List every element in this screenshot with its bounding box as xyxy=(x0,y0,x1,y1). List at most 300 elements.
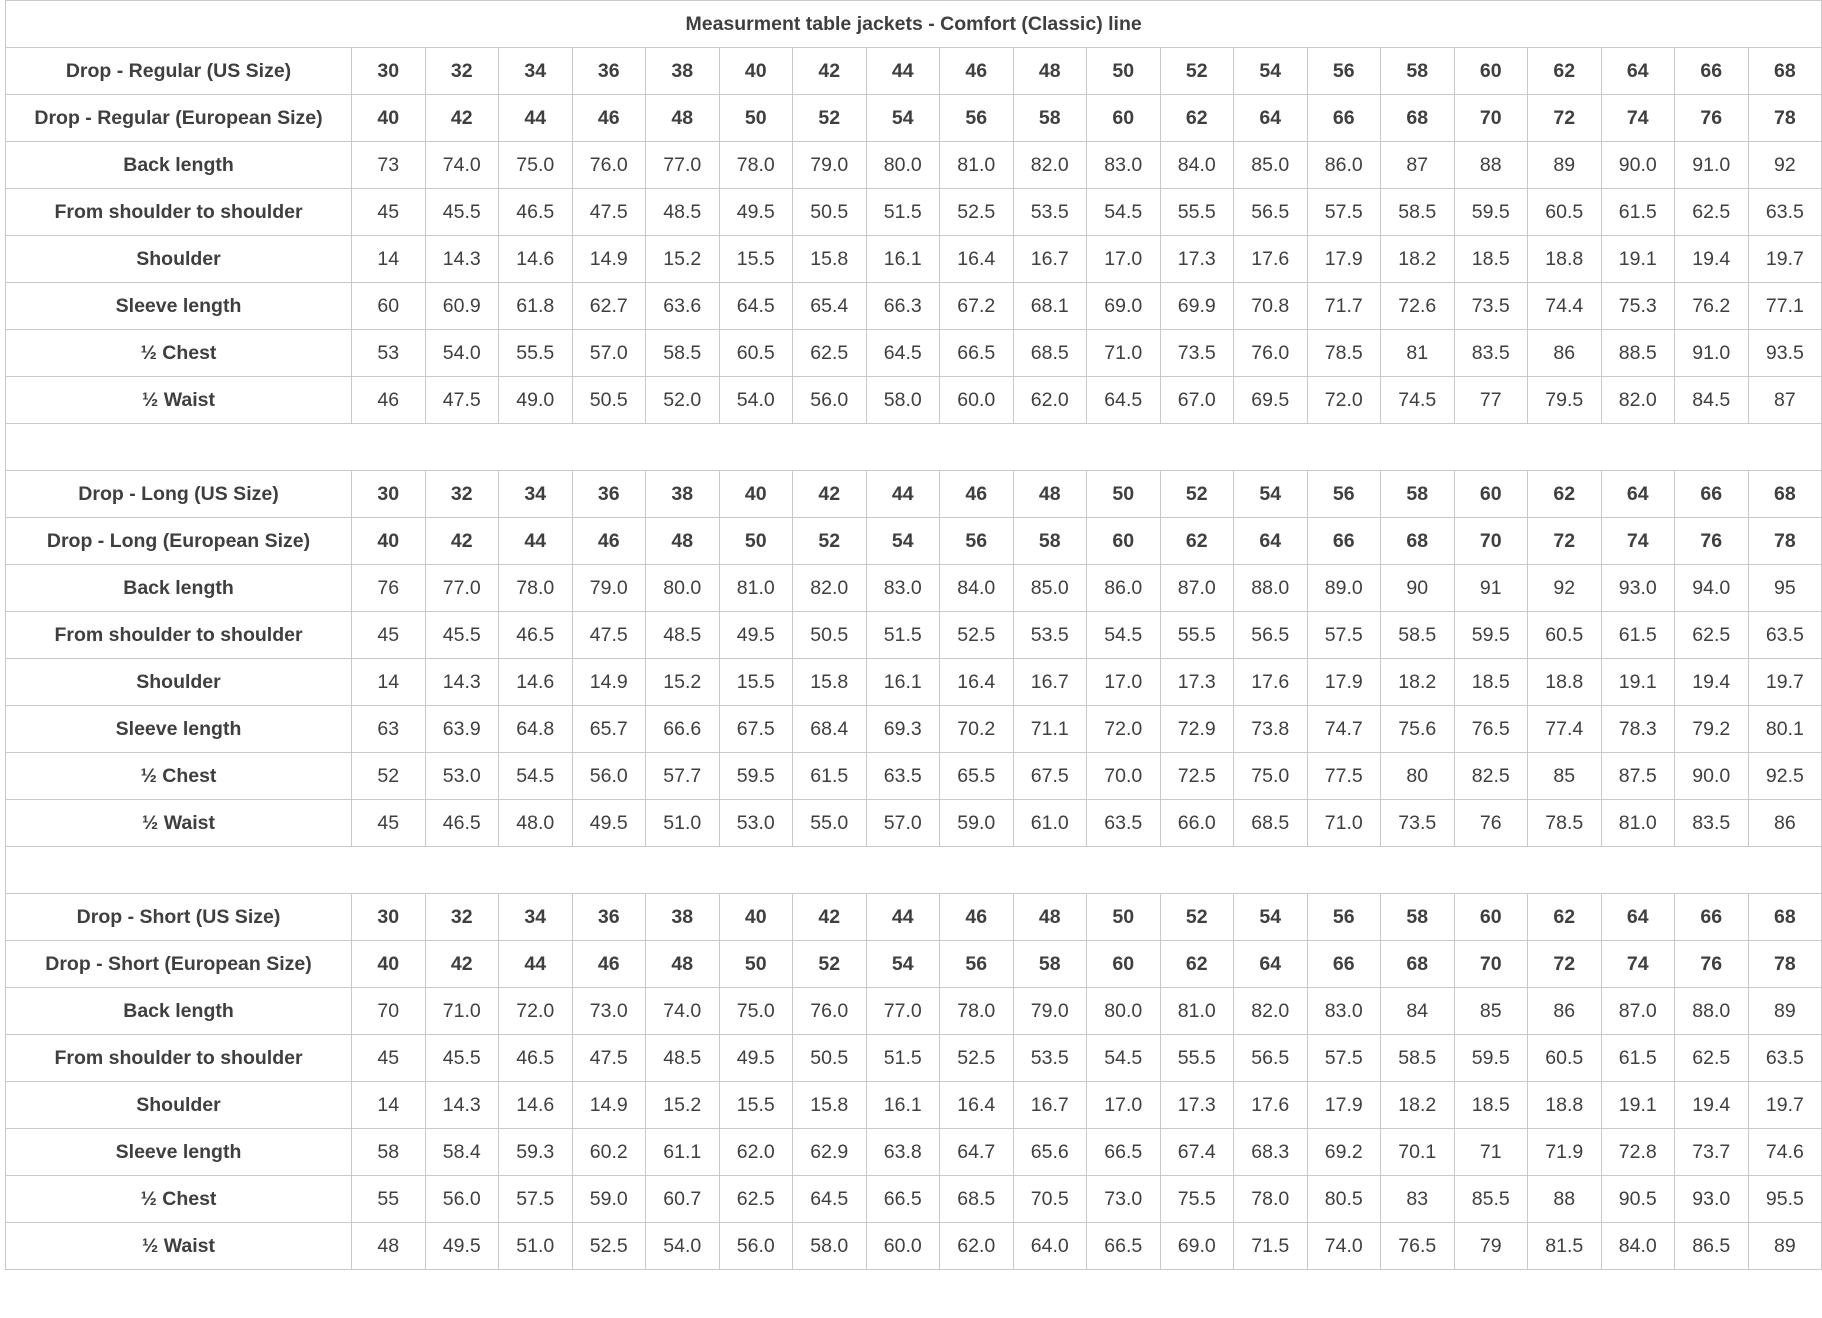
size-header-us: 58 xyxy=(1381,471,1455,518)
measurement-value: 82.0 xyxy=(793,565,867,612)
measurement-value: 17.6 xyxy=(1234,236,1308,283)
measurement-value: 59.0 xyxy=(940,800,1014,847)
measurement-value: 85 xyxy=(1528,753,1602,800)
measurement-value: 45.5 xyxy=(425,189,499,236)
measurement-value: 91.0 xyxy=(1675,142,1749,189)
size-header-eu: 78 xyxy=(1748,518,1822,565)
measurement-value: 81.0 xyxy=(1601,800,1675,847)
table-row xyxy=(6,1223,1822,1270)
measurement-value: 71.0 xyxy=(1087,330,1161,377)
measurement-value: 58.5 xyxy=(1381,612,1455,659)
measurement-value: 51.0 xyxy=(499,1223,573,1270)
measurement-value: 14.3 xyxy=(425,1082,499,1129)
measurement-value: 50.5 xyxy=(793,612,867,659)
measurement-value: 52.5 xyxy=(940,1035,1014,1082)
measurement-value: 58.5 xyxy=(1381,1035,1455,1082)
measurement-value: 70.0 xyxy=(1087,753,1161,800)
size-header-eu: 56 xyxy=(940,518,1014,565)
measurement-value: 51.5 xyxy=(866,1035,940,1082)
size-header-us: 56 xyxy=(1307,894,1381,941)
size-header-eu: 40 xyxy=(352,518,426,565)
measurement-value: 56.5 xyxy=(1234,189,1308,236)
measurement-value: 63.5 xyxy=(1748,189,1822,236)
size-header-eu: 44 xyxy=(499,95,573,142)
measurement-value: 71.1 xyxy=(1013,706,1087,753)
measurement-label: ½ Chest xyxy=(6,753,352,800)
measurement-value: 68.3 xyxy=(1234,1129,1308,1176)
measurement-value: 87 xyxy=(1748,377,1822,424)
measurement-value: 14.6 xyxy=(499,1082,573,1129)
table-row xyxy=(6,612,1822,659)
measurement-value: 87 xyxy=(1381,142,1455,189)
measurement-value: 56.0 xyxy=(793,377,867,424)
measurement-value: 77.1 xyxy=(1748,283,1822,330)
measurement-value: 92 xyxy=(1528,565,1602,612)
measurement-value: 74.0 xyxy=(1307,1223,1381,1270)
measurement-value: 14.9 xyxy=(572,236,646,283)
measurement-label: From shoulder to shoulder xyxy=(6,189,352,236)
measurement-value: 18.8 xyxy=(1528,659,1602,706)
size-header-eu: 42 xyxy=(425,95,499,142)
size-header-eu: 68 xyxy=(1381,518,1455,565)
measurement-value: 16.7 xyxy=(1013,236,1087,283)
measurement-value: 19.1 xyxy=(1601,659,1675,706)
measurement-value: 82.0 xyxy=(1013,142,1087,189)
measurement-value: 59.5 xyxy=(1454,189,1528,236)
size-header-us: 62 xyxy=(1528,894,1602,941)
measurement-value: 52 xyxy=(352,753,426,800)
measurement-value: 92 xyxy=(1748,142,1822,189)
table-row xyxy=(6,189,1822,236)
size-header-eu: 62 xyxy=(1160,518,1234,565)
measurement-value: 65.7 xyxy=(572,706,646,753)
measurement-label: Back length xyxy=(6,142,352,189)
measurement-value: 49.5 xyxy=(425,1223,499,1270)
measurement-value: 92.5 xyxy=(1748,753,1822,800)
table-row xyxy=(6,753,1822,800)
header-label-us: Drop - Long (US Size) xyxy=(6,471,352,518)
measurement-value: 60.0 xyxy=(940,377,1014,424)
measurement-value: 49.5 xyxy=(572,800,646,847)
measurement-value: 64.5 xyxy=(1087,377,1161,424)
measurement-value: 51.5 xyxy=(866,612,940,659)
size-header-eu: 68 xyxy=(1381,941,1455,988)
size-header-us: 62 xyxy=(1528,471,1602,518)
measurement-value: 71.7 xyxy=(1307,283,1381,330)
size-header-us: 64 xyxy=(1601,48,1675,95)
measurement-value: 62.5 xyxy=(1675,189,1749,236)
measurement-value: 60.2 xyxy=(572,1129,646,1176)
measurement-value: 90.0 xyxy=(1675,753,1749,800)
measurement-value: 15.5 xyxy=(719,1082,793,1129)
measurement-value: 15.2 xyxy=(646,659,720,706)
measurement-value: 85.0 xyxy=(1234,142,1308,189)
measurement-value: 78.5 xyxy=(1528,800,1602,847)
size-header-us: 46 xyxy=(940,48,1014,95)
table-row xyxy=(6,236,1822,283)
measurement-value: 89 xyxy=(1748,1223,1822,1270)
measurement-value: 58 xyxy=(352,1129,426,1176)
measurement-value: 15.5 xyxy=(719,659,793,706)
measurement-value: 51.0 xyxy=(646,800,720,847)
measurement-value: 77.0 xyxy=(866,988,940,1035)
measurement-value: 51.5 xyxy=(866,189,940,236)
measurement-value: 19.1 xyxy=(1601,236,1675,283)
size-header-eu: 64 xyxy=(1234,941,1308,988)
measurement-value: 60.5 xyxy=(1528,612,1602,659)
size-header-us: 42 xyxy=(793,894,867,941)
size-header-us: 56 xyxy=(1307,471,1381,518)
measurement-value: 79.2 xyxy=(1675,706,1749,753)
measurement-value: 68.5 xyxy=(1234,800,1308,847)
size-header-eu: 66 xyxy=(1307,95,1381,142)
measurement-value: 68.4 xyxy=(793,706,867,753)
measurement-value: 67.5 xyxy=(719,706,793,753)
measurement-value: 76 xyxy=(1454,800,1528,847)
measurement-value: 76 xyxy=(352,565,426,612)
measurement-value: 49.5 xyxy=(719,1035,793,1082)
size-header-us: 34 xyxy=(499,894,573,941)
measurement-value: 16.4 xyxy=(940,236,1014,283)
measurement-value: 86 xyxy=(1528,330,1602,377)
measurement-value: 56.0 xyxy=(719,1223,793,1270)
measurement-value: 66.0 xyxy=(1160,800,1234,847)
measurement-value: 61.5 xyxy=(1601,612,1675,659)
size-header-eu: 68 xyxy=(1381,95,1455,142)
size-header-eu: 72 xyxy=(1528,95,1602,142)
size-header-eu: 48 xyxy=(646,95,720,142)
measurement-value: 54.5 xyxy=(1087,189,1161,236)
measurement-value: 65.5 xyxy=(940,753,1014,800)
measurement-value: 48.0 xyxy=(499,800,573,847)
measurement-value: 70.8 xyxy=(1234,283,1308,330)
measurement-value: 60.5 xyxy=(1528,1035,1602,1082)
measurement-value: 95 xyxy=(1748,565,1822,612)
header-label-eu: Drop - Regular (European Size) xyxy=(6,95,352,142)
measurement-value: 57.5 xyxy=(1307,1035,1381,1082)
measurement-value: 82.5 xyxy=(1454,753,1528,800)
size-header-eu: 48 xyxy=(646,941,720,988)
measurement-value: 55.5 xyxy=(1160,612,1234,659)
size-header-eu: 72 xyxy=(1528,941,1602,988)
measurement-value: 80.0 xyxy=(646,565,720,612)
size-header-eu: 52 xyxy=(793,95,867,142)
size-header-eu: 74 xyxy=(1601,95,1675,142)
measurement-value: 63.5 xyxy=(1087,800,1161,847)
size-header-us: 68 xyxy=(1748,894,1822,941)
measurement-value: 52.0 xyxy=(646,377,720,424)
measurement-value: 78.0 xyxy=(940,988,1014,1035)
measurement-value: 56.5 xyxy=(1234,612,1308,659)
size-header-eu: 74 xyxy=(1601,941,1675,988)
size-header-eu: 76 xyxy=(1675,941,1749,988)
measurement-value: 18.2 xyxy=(1381,1082,1455,1129)
measurement-value: 58.5 xyxy=(646,330,720,377)
measurement-value: 90.0 xyxy=(1601,142,1675,189)
measurement-value: 71 xyxy=(1454,1129,1528,1176)
measurement-value: 68.5 xyxy=(940,1176,1014,1223)
measurement-value: 49.0 xyxy=(499,377,573,424)
measurement-label: Back length xyxy=(6,988,352,1035)
measurement-value: 71.5 xyxy=(1234,1223,1308,1270)
size-header-us: 58 xyxy=(1381,48,1455,95)
measurement-value: 72.9 xyxy=(1160,706,1234,753)
header-row-eu xyxy=(6,95,1822,142)
size-header-us: 66 xyxy=(1675,894,1749,941)
size-header-eu: 76 xyxy=(1675,95,1749,142)
measurement-value: 87.0 xyxy=(1160,565,1234,612)
measurement-value: 68.5 xyxy=(1013,330,1087,377)
size-header-eu: 62 xyxy=(1160,941,1234,988)
measurement-value: 17.0 xyxy=(1087,1082,1161,1129)
measurement-value: 72.5 xyxy=(1160,753,1234,800)
measurement-label: Shoulder xyxy=(6,659,352,706)
measurement-value: 67.0 xyxy=(1160,377,1234,424)
measurement-value: 14.6 xyxy=(499,236,573,283)
measurement-value: 60.9 xyxy=(425,283,499,330)
measurement-value: 55.5 xyxy=(1160,189,1234,236)
measurement-value: 88 xyxy=(1454,142,1528,189)
measurement-value: 18.8 xyxy=(1528,1082,1602,1129)
measurement-value: 52.5 xyxy=(572,1223,646,1270)
measurement-value: 86.5 xyxy=(1675,1223,1749,1270)
measurement-value: 66.6 xyxy=(646,706,720,753)
size-header-eu: 70 xyxy=(1454,518,1528,565)
table-row xyxy=(6,706,1822,753)
size-header-us: 54 xyxy=(1234,471,1308,518)
size-header-eu: 64 xyxy=(1234,518,1308,565)
measurement-value: 15.5 xyxy=(719,236,793,283)
measurement-value: 81.0 xyxy=(1160,988,1234,1035)
measurement-value: 61.1 xyxy=(646,1129,720,1176)
measurement-value: 46.5 xyxy=(425,800,499,847)
measurement-value: 17.9 xyxy=(1307,236,1381,283)
measurement-value: 67.5 xyxy=(1013,753,1087,800)
measurement-value: 63 xyxy=(352,706,426,753)
measurement-value: 45 xyxy=(352,800,426,847)
measurement-value: 45 xyxy=(352,189,426,236)
measurement-value: 84.5 xyxy=(1675,377,1749,424)
measurement-value: 74.7 xyxy=(1307,706,1381,753)
size-header-us: 56 xyxy=(1307,48,1381,95)
measurement-value: 79.0 xyxy=(572,565,646,612)
measurement-value: 15.2 xyxy=(646,236,720,283)
measurement-value: 77.0 xyxy=(646,142,720,189)
measurement-value: 45 xyxy=(352,1035,426,1082)
measurement-value: 46.5 xyxy=(499,189,573,236)
measurement-value: 90.5 xyxy=(1601,1176,1675,1223)
size-header-eu: 64 xyxy=(1234,95,1308,142)
header-row-eu xyxy=(6,941,1822,988)
measurement-value: 73.5 xyxy=(1160,330,1234,377)
measurement-value: 62.5 xyxy=(1675,1035,1749,1082)
size-header-eu: 44 xyxy=(499,941,573,988)
measurement-value: 54.0 xyxy=(646,1223,720,1270)
page-title: Measurment table jackets - Comfort (Classic) line xyxy=(6,1,1822,48)
measurement-value: 61.0 xyxy=(1013,800,1087,847)
measurement-value: 77 xyxy=(1454,377,1528,424)
measurement-value: 87.0 xyxy=(1601,988,1675,1035)
measurement-value: 14.9 xyxy=(572,1082,646,1129)
measurement-value: 59.0 xyxy=(572,1176,646,1223)
measurement-value: 16.1 xyxy=(866,236,940,283)
measurement-value: 19.1 xyxy=(1601,1082,1675,1129)
size-header-eu: 50 xyxy=(719,518,793,565)
measurement-value: 76.0 xyxy=(1234,330,1308,377)
size-header-eu: 74 xyxy=(1601,518,1675,565)
measurement-value: 61.8 xyxy=(499,283,573,330)
measurement-value: 76.0 xyxy=(572,142,646,189)
header-row-eu xyxy=(6,518,1822,565)
measurement-value: 79.5 xyxy=(1528,377,1602,424)
measurement-value: 56.0 xyxy=(425,1176,499,1223)
header-label-eu: Drop - Long (European Size) xyxy=(6,518,352,565)
measurement-value: 63.6 xyxy=(646,283,720,330)
measurement-value: 73.8 xyxy=(1234,706,1308,753)
measurement-value: 66.5 xyxy=(1087,1223,1161,1270)
measurement-value: 82.0 xyxy=(1234,988,1308,1035)
measurement-value: 63.5 xyxy=(1748,1035,1822,1082)
measurement-value: 49.5 xyxy=(719,189,793,236)
measurement-value: 69.2 xyxy=(1307,1129,1381,1176)
measurement-value: 80.0 xyxy=(866,142,940,189)
size-header-eu: 44 xyxy=(499,518,573,565)
measurement-value: 84.0 xyxy=(1601,1223,1675,1270)
block-spacer xyxy=(6,847,1822,894)
measurement-value: 18.2 xyxy=(1381,236,1455,283)
size-header-us: 36 xyxy=(572,894,646,941)
size-header-eu: 50 xyxy=(719,95,793,142)
measurement-value: 59.5 xyxy=(1454,1035,1528,1082)
measurement-value: 73.7 xyxy=(1675,1129,1749,1176)
measurement-value: 88.0 xyxy=(1234,565,1308,612)
size-header-us: 36 xyxy=(572,48,646,95)
size-header-us: 32 xyxy=(425,894,499,941)
size-header-us: 38 xyxy=(646,894,720,941)
size-header-us: 36 xyxy=(572,471,646,518)
measurement-value: 47.5 xyxy=(572,189,646,236)
measurement-value: 55.5 xyxy=(1160,1035,1234,1082)
measurement-value: 17.6 xyxy=(1234,659,1308,706)
measurement-value: 61.5 xyxy=(793,753,867,800)
measurement-label: Sleeve length xyxy=(6,1129,352,1176)
size-header-us: 32 xyxy=(425,471,499,518)
size-header-us: 64 xyxy=(1601,894,1675,941)
size-header-eu: 70 xyxy=(1454,941,1528,988)
size-header-eu: 42 xyxy=(425,518,499,565)
size-header-eu: 46 xyxy=(572,518,646,565)
measurement-table xyxy=(5,0,1822,1270)
size-header-eu: 58 xyxy=(1013,518,1087,565)
size-header-us: 40 xyxy=(719,48,793,95)
measurement-value: 52.5 xyxy=(940,612,1014,659)
size-header-us: 42 xyxy=(793,471,867,518)
measurement-value: 82.0 xyxy=(1601,377,1675,424)
measurement-value: 81 xyxy=(1381,330,1455,377)
measurement-value: 46 xyxy=(352,377,426,424)
measurement-value: 71.9 xyxy=(1528,1129,1602,1176)
size-header-eu: 46 xyxy=(572,941,646,988)
size-header-eu: 60 xyxy=(1087,518,1161,565)
measurement-value: 69.3 xyxy=(866,706,940,753)
measurement-value: 71.0 xyxy=(425,988,499,1035)
size-header-us: 48 xyxy=(1013,894,1087,941)
measurement-value: 83 xyxy=(1381,1176,1455,1223)
size-header-eu: 54 xyxy=(866,518,940,565)
measurement-value: 69.0 xyxy=(1087,283,1161,330)
size-header-us: 50 xyxy=(1087,471,1161,518)
measurement-value: 17.0 xyxy=(1087,659,1161,706)
size-header-eu: 40 xyxy=(352,941,426,988)
size-header-us: 52 xyxy=(1160,48,1234,95)
size-header-us: 42 xyxy=(793,48,867,95)
measurement-value: 17.9 xyxy=(1307,1082,1381,1129)
measurement-label: ½ Waist xyxy=(6,1223,352,1270)
measurement-value: 16.4 xyxy=(940,1082,1014,1129)
measurement-label: ½ Chest xyxy=(6,330,352,377)
measurement-value: 73.0 xyxy=(572,988,646,1035)
measurement-value: 75.5 xyxy=(1160,1176,1234,1223)
measurement-value: 80.0 xyxy=(1087,988,1161,1035)
measurement-value: 76.2 xyxy=(1675,283,1749,330)
measurement-value: 60.0 xyxy=(866,1223,940,1270)
header-label-us: Drop - Short (US Size) xyxy=(6,894,352,941)
table-row xyxy=(6,565,1822,612)
size-header-eu: 66 xyxy=(1307,941,1381,988)
measurement-label: From shoulder to shoulder xyxy=(6,612,352,659)
measurement-value: 83.0 xyxy=(1087,142,1161,189)
size-header-eu: 60 xyxy=(1087,95,1161,142)
measurement-value: 91 xyxy=(1454,565,1528,612)
size-header-us: 38 xyxy=(646,471,720,518)
measurement-value: 88.5 xyxy=(1601,330,1675,377)
size-header-us: 60 xyxy=(1454,894,1528,941)
measurement-value: 53.0 xyxy=(425,753,499,800)
measurement-value: 14.3 xyxy=(425,236,499,283)
table-row xyxy=(6,142,1822,189)
measurement-value: 62.7 xyxy=(572,283,646,330)
measurement-value: 60 xyxy=(352,283,426,330)
size-header-us: 40 xyxy=(719,894,793,941)
size-header-us: 62 xyxy=(1528,48,1602,95)
measurement-value: 59.5 xyxy=(719,753,793,800)
measurement-value: 81.0 xyxy=(940,142,1014,189)
size-header-eu: 72 xyxy=(1528,518,1602,565)
measurement-value: 75.0 xyxy=(499,142,573,189)
measurement-value: 77.0 xyxy=(425,565,499,612)
measurement-value: 94.0 xyxy=(1675,565,1749,612)
measurement-value: 14 xyxy=(352,236,426,283)
measurement-value: 88.0 xyxy=(1675,988,1749,1035)
measurement-value: 16.1 xyxy=(866,659,940,706)
measurement-value: 61.5 xyxy=(1601,1035,1675,1082)
size-header-us: 52 xyxy=(1160,894,1234,941)
table-row xyxy=(6,1176,1822,1223)
measurement-value: 78.0 xyxy=(499,565,573,612)
measurement-value: 84 xyxy=(1381,988,1455,1035)
measurement-value: 79.0 xyxy=(793,142,867,189)
size-header-eu: 66 xyxy=(1307,518,1381,565)
size-header-eu: 60 xyxy=(1087,941,1161,988)
measurement-value: 47.5 xyxy=(572,612,646,659)
measurement-value: 69.0 xyxy=(1160,1223,1234,1270)
size-header-eu: 40 xyxy=(352,95,426,142)
table-row xyxy=(6,659,1822,706)
measurement-value: 83.0 xyxy=(866,565,940,612)
measurement-value: 17.6 xyxy=(1234,1082,1308,1129)
header-label-eu: Drop - Short (European Size) xyxy=(6,941,352,988)
size-header-us: 50 xyxy=(1087,894,1161,941)
